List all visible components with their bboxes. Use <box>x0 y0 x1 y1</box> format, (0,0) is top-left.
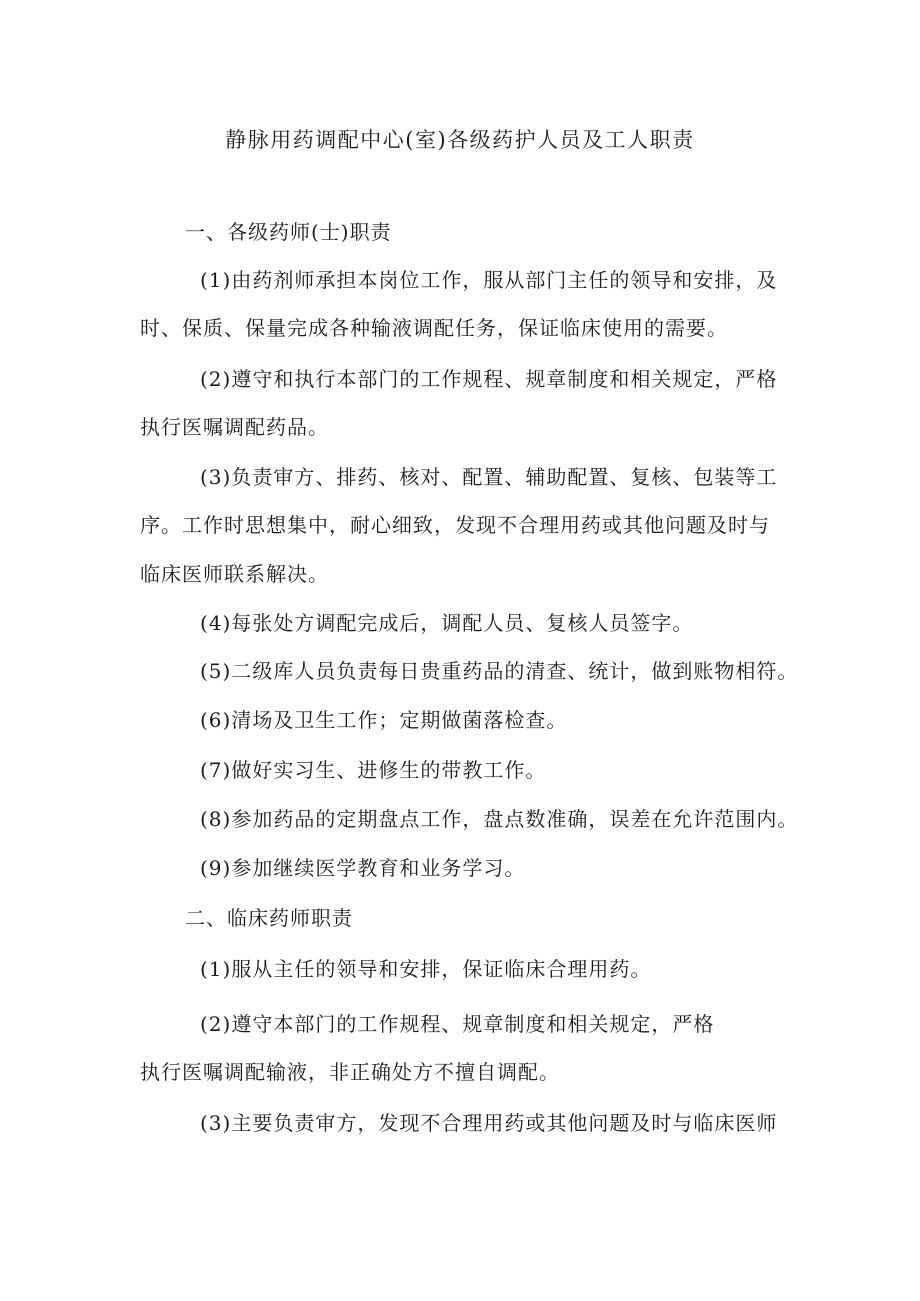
paragraph-line: 执行医嘱调配药品。 <box>140 415 329 439</box>
paragraph-line: (1)服从主任的领导和安排，保证临床合理用药。 <box>200 957 652 981</box>
paragraph-line: (6)清场及卫生工作；定期做菌落检查。 <box>200 708 568 732</box>
section-heading: 二、临床药师职责 <box>185 906 353 930</box>
paragraph-line: 执行医嘱调配输液，非正确处方不擅自调配。 <box>140 1060 560 1084</box>
paragraph-line: (7)做好实习生、进修生的带教工作。 <box>200 758 547 782</box>
paragraph-line: (3)负责审方、排药、核对、配置、辅助配置、复核、包装等工 <box>200 465 778 489</box>
section-heading: 一、各级药师(士)职责 <box>185 220 392 244</box>
paragraph-line: (4)每张处方调配完成后，调配人员、复核人员签字。 <box>200 611 694 635</box>
paragraph-line: (1)由药剂师承担本岗位工作，服从部门主任的领导和安排，及 <box>200 268 778 292</box>
paragraph-line: 时、保质、保量完成各种输液调配任务，保证临床使用的需要。 <box>140 316 728 340</box>
paragraph-line: (9)参加继续医学教育和业务学习。 <box>200 856 526 880</box>
paragraph-line: (5)二级库人员负责每日贵重药品的清查、统计，做到账物相符。 <box>200 659 799 683</box>
paragraph-line: (2)遵守本部门的工作规程、规章制度和相关规定，严格 <box>200 1012 715 1036</box>
document-title: 静脉用药调配中心(室)各级药护人员及工人职责 <box>225 128 695 152</box>
paragraph-line: 序。工作时思想集中，耐心细致，发现不合理用药或其他问题及时与 <box>140 513 770 537</box>
paragraph-line: 临床医师联系解决。 <box>140 562 329 586</box>
paragraph-line: (2)遵守和执行本部门的工作规程、规章制度和相关规定，严格 <box>200 367 778 391</box>
paragraph-line: (3)主要负责审方，发现不合理用药或其他问题及时与临床医师 <box>200 1111 778 1135</box>
paragraph-line: (8)参加药品的定期盘点工作，盘点数准确，误差在允许范围内。 <box>200 807 799 831</box>
